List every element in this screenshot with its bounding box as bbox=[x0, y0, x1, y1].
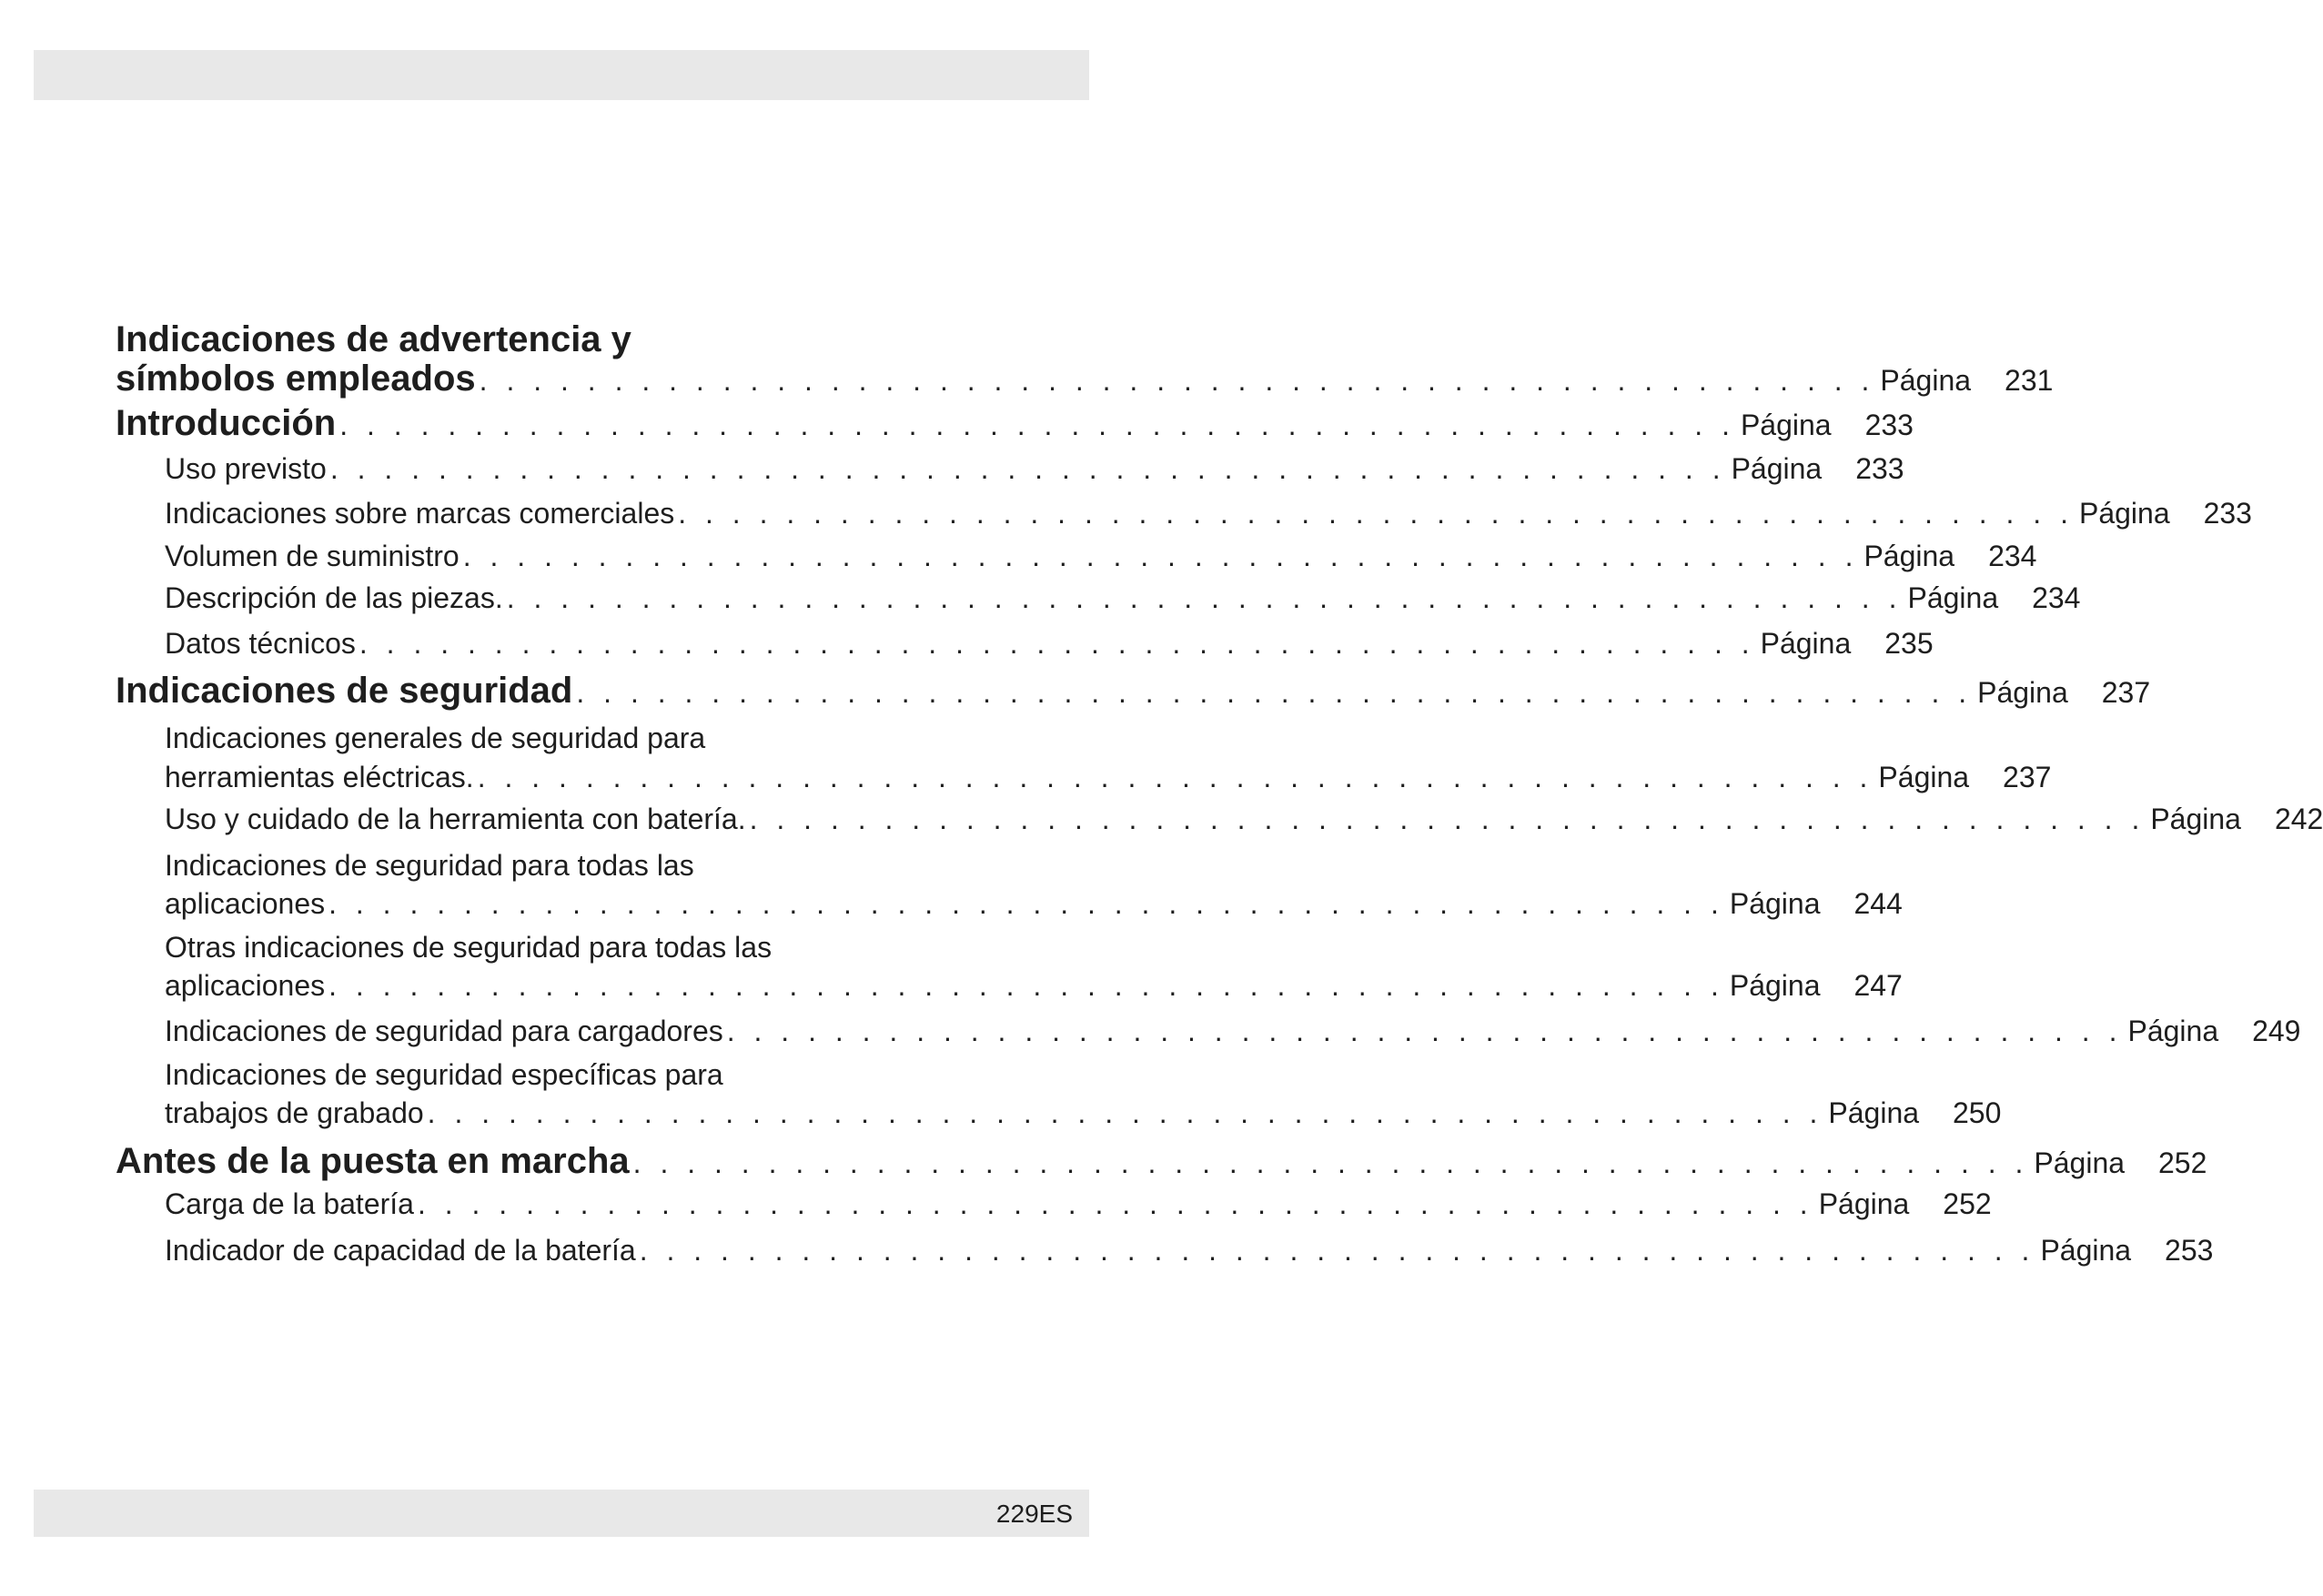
toc-label: Otras indicaciones de seguridad para todas las bbox=[165, 931, 773, 964]
toc-label: Indicaciones sobre marcas comerciales bbox=[165, 497, 675, 530]
toc-entry-level2[interactable] bbox=[165, 800, 2323, 838]
toc-page-label: Página bbox=[1729, 969, 1821, 1002]
toc-leader-dots: . . . . . . . . . . . . . . . . . . . . . . . . . . . . . . . . . . . . . . . . . . . . . . . . . . . . bbox=[632, 1146, 2029, 1179]
toc-heading-line bbox=[116, 320, 631, 359]
toc-page-label: Página bbox=[1818, 1187, 1910, 1220]
toc-leader-dots: . . . . . . . . . . . . . . . . . . . . . . . . . . . . . . . . . . . . . . . . . . . . . . . . . . . . bbox=[328, 969, 1724, 1002]
toc-label: Indicaciones de seguridad para todas las bbox=[165, 849, 694, 882]
toc-entry-level2[interactable] bbox=[165, 966, 1903, 1005]
toc-label: aplicaciones bbox=[165, 887, 326, 920]
toc-page-number: 233 bbox=[2203, 497, 2252, 530]
toc-label: Indicaciones generales de seguridad para bbox=[165, 722, 706, 754]
toc-label: Descripción de las piezas. bbox=[165, 581, 503, 614]
toc-leader-dots: . . . . . . . . . . . . . . . . . . . . . . . . . . . . . . . . . . . . . . . . . . . . . . . . . . . . bbox=[726, 1015, 2123, 1047]
toc-label: símbolos empleados bbox=[116, 359, 476, 399]
toc-leader-dots: . . . . . . . . . . . . . . . . . . . . . . . . . . . . . . . . . . . . . . . . . . . . . . . . . . . . bbox=[417, 1187, 1813, 1220]
toc-page-number: 250 bbox=[1953, 1096, 2002, 1129]
toc-label: Antes de la puesta en marcha bbox=[116, 1141, 630, 1181]
toc-page-number: 234 bbox=[1988, 540, 2037, 572]
toc-heading-line bbox=[165, 928, 772, 966]
toc-label: Datos técnicos bbox=[165, 627, 356, 660]
toc-leader-dots: . . . . . . . . . . . . . . . . . . . . . . . . . . . . . . . . . . . . . . . . . . . . . . . . . . . . bbox=[329, 452, 1726, 485]
toc-label: trabajos de grabado bbox=[165, 1096, 424, 1129]
toc-page-number: 252 bbox=[1943, 1187, 1992, 1220]
toc-entry-level2[interactable] bbox=[165, 758, 2052, 796]
toc-label: Indicador de capacidad de la batería bbox=[165, 1234, 636, 1267]
toc-leader-dots: . . . . . . . . . . . . . . . . . . . . . . . . . . . . . . . . . . . . . . . . . . . . . . . . . . . . bbox=[576, 676, 1973, 709]
toc-leader-dots: . . . . . . . . . . . . . . . . . . . . . . . . . . . . . . . . . . . . . . . . . . . . . . . . . . . . bbox=[339, 409, 1735, 441]
toc-entry-level2[interactable] bbox=[165, 537, 2037, 575]
toc-page-label: Página bbox=[2034, 1146, 2126, 1179]
toc-label: Indicaciones de seguridad bbox=[116, 671, 573, 711]
toc-page-label: Página bbox=[1731, 452, 1823, 485]
toc-entry-level1[interactable] bbox=[116, 671, 2151, 711]
toc-entry-level2[interactable] bbox=[165, 1012, 2301, 1050]
toc-leader-dots: . . . . . . . . . . . . . . . . . . . . . . . . . . . . . . . . . . . . . . . . . . . . . . . . . . . . bbox=[462, 540, 1859, 572]
toc-entry-level2[interactable] bbox=[165, 1185, 1992, 1223]
toc-heading-line bbox=[165, 719, 705, 757]
toc-entry-level2[interactable] bbox=[165, 450, 1904, 488]
toc-page-label: Página bbox=[1729, 887, 1821, 920]
toc-page-number: 247 bbox=[1853, 969, 1903, 1002]
toc-page-label: Página bbox=[2127, 1015, 2219, 1047]
toc-label: Indicaciones de seguridad para cargadores bbox=[165, 1015, 723, 1047]
toc-page-number: 242 bbox=[2274, 803, 2323, 835]
toc-page-label: Página bbox=[1740, 409, 1832, 441]
toc-page-label: Página bbox=[1863, 540, 1955, 572]
toc-leader-dots: . . . . . . . . . . . . . . . . . . . . . . . . . . . . . . . . . . . . . . . . . . . . . . . . . . . . bbox=[749, 803, 2146, 835]
header-band bbox=[34, 50, 1089, 100]
toc-leader-dots: . . . . . . . . . . . . . . . . . . . . . . . . . . . . . . . . . . . . . . . . . . . . . . . . . . . . bbox=[479, 364, 1875, 397]
toc-page-number: 237 bbox=[2101, 676, 2151, 709]
toc-label: Uso previsto bbox=[165, 452, 327, 485]
toc-label: Carga de la batería bbox=[165, 1187, 414, 1220]
toc-page-number: 237 bbox=[2003, 761, 2052, 793]
toc-leader-dots: . . . . . . . . . . . . . . . . . . . . . . . . . . . . . . . . . . . . . . . . . . . . . . . . . . . . bbox=[678, 497, 2074, 530]
toc-entry-level1[interactable] bbox=[116, 403, 1914, 443]
toc-label: Indicaciones de seguridad específicas para bbox=[165, 1058, 723, 1091]
toc-label: Indicaciones de advertencia y bbox=[116, 319, 631, 359]
toc-label: Uso y cuidado de la herramienta con batería. bbox=[165, 803, 746, 835]
toc-page-number: 249 bbox=[2252, 1015, 2301, 1047]
toc-page-label: Página bbox=[2150, 803, 2241, 835]
toc-page-label: Página bbox=[1760, 627, 1852, 660]
toc-label: Introducción bbox=[116, 403, 337, 443]
toc-leader-dots: . . . . . . . . . . . . . . . . . . . . . . . . . . . . . . . . . . . . . . . . . . . . . . . . . . . . bbox=[427, 1096, 1823, 1129]
toc-page-label: Página bbox=[1907, 581, 1999, 614]
toc-leader-dots: . . . . . . . . . . . . . . . . . . . . . . . . . . . . . . . . . . . . . . . . . . . . . . . . . . . . bbox=[477, 761, 1874, 793]
toc-entry-level2[interactable] bbox=[165, 494, 2252, 532]
toc-page-label: Página bbox=[1977, 676, 2068, 709]
toc-page-label: Página bbox=[1880, 364, 1972, 397]
page-number: 229ES bbox=[995, 1500, 1073, 1528]
toc-entry-level2[interactable] bbox=[165, 1094, 2002, 1132]
toc-page-number: 253 bbox=[2165, 1234, 2214, 1267]
toc-label: Volumen de suministro bbox=[165, 540, 460, 572]
toc-heading-line bbox=[165, 846, 694, 884]
toc-leader-dots: . . . . . . . . . . . . . . . . . . . . . . . . . . . . . . . . . . . . . . . . . . . . . . . . . . . . bbox=[328, 887, 1724, 920]
toc-page-number: 252 bbox=[2158, 1146, 2207, 1179]
toc-page-number: 233 bbox=[1855, 452, 1904, 485]
toc-leader-dots: . . . . . . . . . . . . . . . . . . . . . . . . . . . . . . . . . . . . . . . . . . . . . . . . . . . . bbox=[506, 581, 1903, 614]
toc-entry-level1[interactable] bbox=[116, 359, 2054, 399]
toc-page-number: 233 bbox=[1864, 409, 1914, 441]
toc-page-label: Página bbox=[1878, 761, 1970, 793]
toc-heading-line bbox=[165, 1056, 723, 1094]
toc-entry-level2[interactable] bbox=[165, 624, 1934, 662]
toc-leader-dots: . . . . . . . . . . . . . . . . . . . . . . . . . . . . . . . . . . . . . . . . . . . . . . . . . . . . bbox=[359, 627, 1755, 660]
toc-page-number: 231 bbox=[2005, 364, 2054, 397]
toc-entry-level2[interactable] bbox=[165, 579, 2081, 617]
toc-page-number: 235 bbox=[1884, 627, 1934, 660]
toc-entry-level2[interactable] bbox=[165, 1231, 2214, 1269]
toc-entry-level2[interactable] bbox=[165, 884, 1903, 923]
toc-page-number: 234 bbox=[2032, 581, 2081, 614]
toc-leader-dots: . . . . . . . . . . . . . . . . . . . . . . . . . . . . . . . . . . . . . . . . . . . . . . . . . . . . bbox=[639, 1234, 2035, 1267]
footer-band bbox=[34, 1490, 1089, 1537]
toc-entry-level1[interactable] bbox=[116, 1141, 2207, 1181]
toc-page-label: Página bbox=[1828, 1096, 1920, 1129]
toc-page-number: 244 bbox=[1853, 887, 1903, 920]
toc-label: herramientas eléctricas. bbox=[165, 761, 474, 793]
toc-label: aplicaciones bbox=[165, 969, 326, 1002]
toc-page-label: Página bbox=[2040, 1234, 2132, 1267]
toc-page-label: Página bbox=[2078, 497, 2170, 530]
